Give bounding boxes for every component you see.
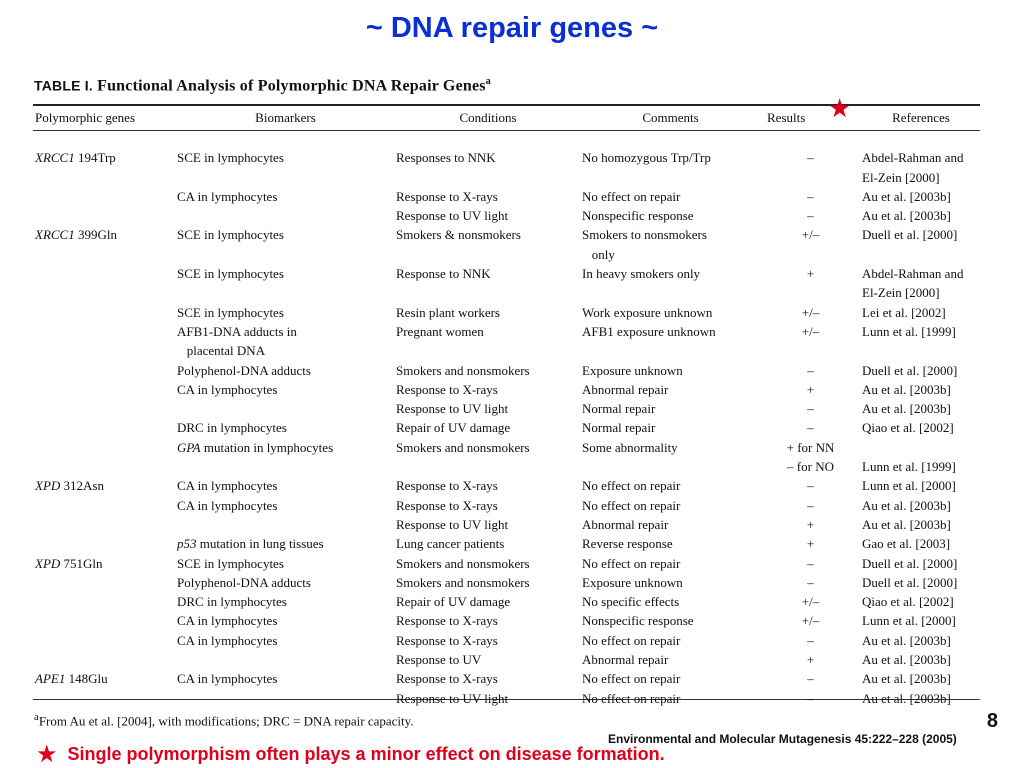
cell-result: – xyxy=(807,150,814,166)
cell-reference xyxy=(860,341,980,360)
table-row xyxy=(33,689,980,708)
table-row xyxy=(33,225,980,244)
cell-result: – xyxy=(807,574,814,590)
cell-result: – xyxy=(807,188,814,204)
table-row xyxy=(33,148,980,167)
cell-comment: No effect on repair xyxy=(582,497,681,513)
cell-result: +/– xyxy=(801,227,820,243)
cell-biomarker xyxy=(175,399,394,418)
cell-gene xyxy=(33,438,175,457)
cell-biomarker xyxy=(175,187,394,206)
cell-reference: Lunn et al. [1999] xyxy=(862,323,956,339)
cell-result xyxy=(759,283,860,302)
cell-result: +/– xyxy=(801,594,820,610)
cell-result: +/– xyxy=(801,613,820,629)
cell-reference: Duell et al. [2000] xyxy=(862,555,958,571)
cell-reference: Lunn et al. [2000] xyxy=(862,478,956,494)
cell-result: – for NO xyxy=(787,459,834,475)
cell-biomarker xyxy=(175,303,394,322)
cell-reference: El-Zein [2000] xyxy=(862,169,940,185)
cell-comment: No specific effects xyxy=(582,594,680,610)
cell-result xyxy=(759,168,860,187)
cell-gene xyxy=(33,534,175,553)
table-row xyxy=(33,476,980,495)
cell-gene xyxy=(33,418,175,437)
cell-gene xyxy=(33,554,175,573)
biomarker-text: SCE in lymphocytes xyxy=(177,266,284,282)
cell-biomarker xyxy=(175,225,394,244)
col-header-biomarkers: Biomarkers xyxy=(255,110,316,125)
cell-biomarker xyxy=(175,418,394,437)
table-row xyxy=(33,399,980,418)
cell-condition xyxy=(394,341,580,360)
cell-comment: Normal repair xyxy=(582,420,656,436)
cell-biomarker xyxy=(175,264,394,283)
cell-result xyxy=(759,341,860,360)
cell-reference: Au et al. [2003b] xyxy=(862,401,951,417)
biomarker-text: SCE in lymphocytes xyxy=(177,227,284,243)
table-row xyxy=(33,341,980,360)
table-row xyxy=(33,592,980,611)
cell-reference: Au et al. [2003b] xyxy=(862,516,951,532)
cell-biomarker xyxy=(175,689,394,708)
cell-comment: Some abnormality xyxy=(582,439,678,455)
table-row xyxy=(33,573,980,592)
cell-gene xyxy=(33,631,175,650)
cell-comment: No effect on repair xyxy=(582,632,681,648)
table-header-row xyxy=(33,107,980,129)
cell-gene xyxy=(33,515,175,534)
cell-gene xyxy=(33,496,175,515)
cell-result: – xyxy=(807,671,814,687)
cell-reference: Au et al. [2003b] xyxy=(862,208,951,224)
cell-condition: Response to X-rays xyxy=(396,632,498,648)
cell-result: + xyxy=(806,381,815,397)
biomarker-text: Polyphenol-DNA adducts xyxy=(177,362,311,378)
cell-condition: Response to X-rays xyxy=(396,478,498,494)
table-row xyxy=(33,283,980,302)
cell-result xyxy=(759,245,860,264)
biomarker-text: DRC in lymphocytes xyxy=(177,594,287,610)
biomarker-text: DRC in lymphocytes xyxy=(177,420,287,436)
col-header-genes: Polymorphic genes xyxy=(35,110,136,125)
cell-result: + xyxy=(806,536,815,552)
cell-gene xyxy=(33,225,175,244)
cell-comment: Reverse response xyxy=(582,536,673,552)
cell-reference: Duell et al. [2000] xyxy=(862,227,958,243)
cell-condition: Repair of UV damage xyxy=(396,594,511,610)
biomarker-text: CA in lymphocytes xyxy=(177,381,278,397)
cell-gene xyxy=(33,361,175,380)
slide-title: ~ DNA repair genes ~ xyxy=(365,12,659,44)
col-header-comments: Comments xyxy=(642,110,699,125)
table-title-superscript: a xyxy=(485,76,491,87)
cell-condition: Response to UV light xyxy=(396,208,509,224)
cell-comment: In heavy smokers only xyxy=(582,266,701,282)
cell-gene xyxy=(33,187,175,206)
biomarker-text: SCE in lymphocytes xyxy=(177,304,284,320)
cell-biomarker xyxy=(175,361,394,380)
cell-reference: Au et al. [2003b] xyxy=(862,497,951,513)
cell-biomarker xyxy=(175,206,394,225)
cell-condition: Smokers and nonsmokers xyxy=(396,362,530,378)
cell-biomarker xyxy=(175,534,394,553)
cell-comment: AFB1 exposure unknown xyxy=(582,323,716,339)
cell-biomarker xyxy=(175,148,394,167)
biomarker-italic: p53 xyxy=(177,536,197,552)
cell-comment: Normal repair xyxy=(582,401,656,417)
results-star-icon: ★ xyxy=(828,94,852,124)
cell-gene xyxy=(33,650,175,669)
table-caption xyxy=(34,76,491,95)
gene-variant: 148Glu xyxy=(68,671,108,687)
cell-comment: No effect on repair xyxy=(582,555,681,571)
cell-reference: Gao et al. [2003] xyxy=(862,536,951,552)
cell-comment: Abnormal repair xyxy=(582,652,669,668)
journal-citation: Environmental and Molecular Mutagenesis 45:222–228 (2005) xyxy=(608,732,957,746)
footnote-mark: a xyxy=(34,711,39,723)
table-row xyxy=(33,438,980,457)
cell-comment xyxy=(580,283,759,302)
cell-comment: Abnormal repair xyxy=(582,381,669,397)
biomarker-text: SCE in lymphocytes xyxy=(177,150,284,166)
cell-comment xyxy=(580,341,759,360)
cell-condition: Response to X-rays xyxy=(396,671,498,687)
biomarker-text: SCE in lymphocytes xyxy=(177,555,284,571)
gene-variant: 751Gln xyxy=(63,555,103,571)
cell-result: – xyxy=(807,690,814,706)
cell-biomarker xyxy=(175,322,394,341)
cell-biomarker xyxy=(175,476,394,495)
bottom-note xyxy=(36,742,665,766)
cell-result: – xyxy=(807,420,814,436)
cell-result: +/– xyxy=(801,323,820,339)
table-row xyxy=(33,245,980,264)
table-row xyxy=(33,206,980,225)
table-row xyxy=(33,168,980,187)
cell-condition: Pregnant women xyxy=(396,323,484,339)
cell-condition: Responses to NNK xyxy=(396,150,496,166)
cell-result: – xyxy=(807,401,814,417)
cell-condition: Smokers and nonsmokers xyxy=(396,439,530,455)
gene-symbol: XRCC1 xyxy=(35,150,75,166)
cell-gene xyxy=(33,303,175,322)
table-row xyxy=(33,611,980,630)
table-row xyxy=(33,264,980,283)
biomarker-text: CA in lymphocytes xyxy=(177,613,278,629)
cell-reference: Lunn et al. [1999] xyxy=(862,459,956,475)
biomarker-text: CA in lymphocytes xyxy=(177,497,278,513)
cell-comment: Nonspecific response xyxy=(582,613,694,629)
cell-biomarker xyxy=(175,496,394,515)
cell-gene xyxy=(33,592,175,611)
table-row xyxy=(33,457,980,476)
biomarker-text: CA in lymphocytes xyxy=(177,478,278,494)
table-footnote xyxy=(34,711,414,729)
cell-gene xyxy=(33,168,175,187)
cell-result: + xyxy=(806,652,815,668)
cell-reference: Au et al. [2003b] xyxy=(862,188,951,204)
cell-biomarker xyxy=(175,592,394,611)
gene-variant: 312Asn xyxy=(63,478,104,494)
cell-reference: Abdel-Rahman and xyxy=(862,150,964,166)
cell-gene xyxy=(33,322,175,341)
cell-biomarker xyxy=(175,650,394,669)
cell-gene xyxy=(33,611,175,630)
cell-comment: No effect on repair xyxy=(582,671,681,687)
bottom-note-text: Single polymorphism often plays a minor effect on disease formation. xyxy=(67,744,665,764)
cell-comment: Nonspecific response xyxy=(582,208,694,224)
table-row xyxy=(33,187,980,206)
biomarker-text: AFB1-DNA adducts in xyxy=(177,323,297,339)
cell-gene xyxy=(33,341,175,360)
table-row xyxy=(33,380,980,399)
cell-condition xyxy=(394,457,580,476)
cell-biomarker xyxy=(175,245,394,264)
biomarker-italic: GPA xyxy=(177,439,201,455)
cell-biomarker xyxy=(175,341,394,360)
table-row xyxy=(33,418,980,437)
cell-reference: Abdel-Rahman and xyxy=(862,266,964,282)
cell-reference: Au et al. [2003b] xyxy=(862,381,951,397)
col-header-results: Results xyxy=(767,110,806,125)
cell-biomarker xyxy=(175,554,394,573)
cell-condition: Response to NNK xyxy=(396,266,491,282)
cell-gene xyxy=(33,380,175,399)
table-row xyxy=(33,515,980,534)
table-row xyxy=(33,669,980,688)
gene-symbol: XPD xyxy=(35,555,61,571)
cell-biomarker xyxy=(175,515,394,534)
cell-condition: Response to UV light xyxy=(396,516,509,532)
cell-gene xyxy=(33,457,175,476)
cell-result: + for NN xyxy=(786,439,835,455)
cell-result: – xyxy=(807,555,814,571)
table-row xyxy=(33,303,980,322)
cell-gene xyxy=(33,264,175,283)
gene-variant: 194Trp xyxy=(77,150,116,166)
cell-biomarker xyxy=(175,283,394,302)
cell-comment: No effect on repair xyxy=(582,478,681,494)
cell-reference: Au et al. [2003b] xyxy=(862,690,951,706)
cell-reference: Au et al. [2003b] xyxy=(862,671,951,687)
cell-biomarker xyxy=(175,380,394,399)
gene-symbol: XPD xyxy=(35,478,61,494)
cell-gene xyxy=(33,283,175,302)
cell-comment xyxy=(580,457,759,476)
cell-comment: No effect on repair xyxy=(582,188,681,204)
cell-condition xyxy=(394,283,580,302)
cell-condition: Smokers and nonsmokers xyxy=(396,555,530,571)
cell-reference: Duell et al. [2000] xyxy=(862,362,958,378)
cell-condition: Response to X-rays xyxy=(396,613,498,629)
gene-symbol: XRCC1 xyxy=(35,227,75,243)
cell-gene xyxy=(33,573,175,592)
cell-condition: Lung cancer patients xyxy=(396,536,505,552)
cell-condition: Response to UV light xyxy=(396,401,509,417)
cell-condition: Resin plant workers xyxy=(396,304,500,320)
cell-comment: Abnormal repair xyxy=(582,516,669,532)
cell-biomarker xyxy=(175,438,394,457)
cell-gene xyxy=(33,245,175,264)
cell-result: +/– xyxy=(801,304,820,320)
table-body xyxy=(33,129,980,708)
biomarker-text: placental DNA xyxy=(177,343,266,359)
cell-biomarker xyxy=(175,631,394,650)
cell-comment xyxy=(580,168,759,187)
cell-reference xyxy=(860,245,980,264)
cell-reference xyxy=(860,438,980,457)
cell-biomarker xyxy=(175,611,394,630)
cell-reference: Au et al. [2003b] xyxy=(862,632,951,648)
biomarker-text: CA in lymphocytes xyxy=(177,632,278,648)
table-label: TABLE I. xyxy=(34,77,93,94)
cell-reference: Duell et al. [2000] xyxy=(862,574,958,590)
cell-comment: only xyxy=(582,246,615,262)
cell-condition: Response to UV xyxy=(396,652,482,668)
cell-biomarker xyxy=(175,168,394,187)
cell-gene xyxy=(33,148,175,167)
cell-gene xyxy=(33,399,175,418)
footnote-text: From Au et al. [2004], with modifications; DRC = DNA repair capacity. xyxy=(38,713,414,729)
cell-condition: Response to X-rays xyxy=(396,381,498,397)
table-row xyxy=(33,534,980,553)
cell-condition: Response to X-rays xyxy=(396,497,498,513)
cell-reference: Lei et al. [2002] xyxy=(862,304,946,320)
table-row xyxy=(33,496,980,515)
table-row xyxy=(33,361,980,380)
table-row xyxy=(33,554,980,573)
cell-condition: Repair of UV damage xyxy=(396,420,511,436)
cell-comment: Work exposure unknown xyxy=(582,304,713,320)
cell-biomarker xyxy=(175,457,394,476)
polymorphism-table xyxy=(33,107,980,708)
cell-result: – xyxy=(807,497,814,513)
table-title: Functional Analysis of Polymorphic DNA Repair Genes xyxy=(97,77,486,95)
cell-gene xyxy=(33,476,175,495)
biomarker-text: CA in lymphocytes xyxy=(177,671,278,687)
biomarker-text: mutation in lung tissues xyxy=(196,536,324,552)
cell-biomarker xyxy=(175,573,394,592)
cell-condition: Response to X-rays xyxy=(396,188,498,204)
cell-condition: Response to UV light xyxy=(396,690,509,706)
cell-reference: Qiao et al. [2002] xyxy=(862,420,954,436)
star-icon: ★ xyxy=(36,740,58,768)
cell-reference: Qiao et al. [2002] xyxy=(862,594,954,610)
cell-reference: Lunn et al. [2000] xyxy=(862,613,956,629)
cell-condition xyxy=(394,245,580,264)
cell-biomarker xyxy=(175,669,394,688)
gene-symbol: APE1 xyxy=(35,671,66,687)
cell-reference: Au et al. [2003b] xyxy=(862,652,951,668)
cell-reference: El-Zein [2000] xyxy=(862,285,940,301)
cell-result: + xyxy=(806,266,815,282)
gene-variant: 399Gln xyxy=(77,227,117,243)
cell-gene xyxy=(33,206,175,225)
cell-comment: No effect on repair xyxy=(582,690,681,706)
cell-condition: Smokers and nonsmokers xyxy=(396,574,530,590)
table-row xyxy=(33,322,980,341)
cell-comment: No homozygous Trp/Trp xyxy=(582,150,711,166)
cell-result: + xyxy=(806,516,815,532)
cell-condition xyxy=(394,168,580,187)
col-header-conditions: Conditions xyxy=(459,110,517,125)
biomarker-text: CA in lymphocytes xyxy=(177,188,278,204)
cell-result: – xyxy=(807,208,814,224)
col-header-references: References xyxy=(892,110,950,125)
table-row xyxy=(33,631,980,650)
cell-result: – xyxy=(807,362,814,378)
biomarker-text: mutation in lymphocytes xyxy=(200,439,334,455)
cell-result: – xyxy=(807,632,814,648)
cell-gene xyxy=(33,669,175,688)
cell-comment: Exposure unknown xyxy=(582,574,683,590)
cell-comment: Exposure unknown xyxy=(582,362,683,378)
cell-comment: Smokers to nonsmokers xyxy=(582,227,707,243)
table-row xyxy=(33,650,980,669)
page-number: 8 xyxy=(986,710,998,732)
cell-gene xyxy=(33,689,175,708)
cell-result: – xyxy=(807,478,814,494)
biomarker-text: Polyphenol-DNA adducts xyxy=(177,574,311,590)
cell-condition: Smokers & nonsmokers xyxy=(396,227,521,243)
